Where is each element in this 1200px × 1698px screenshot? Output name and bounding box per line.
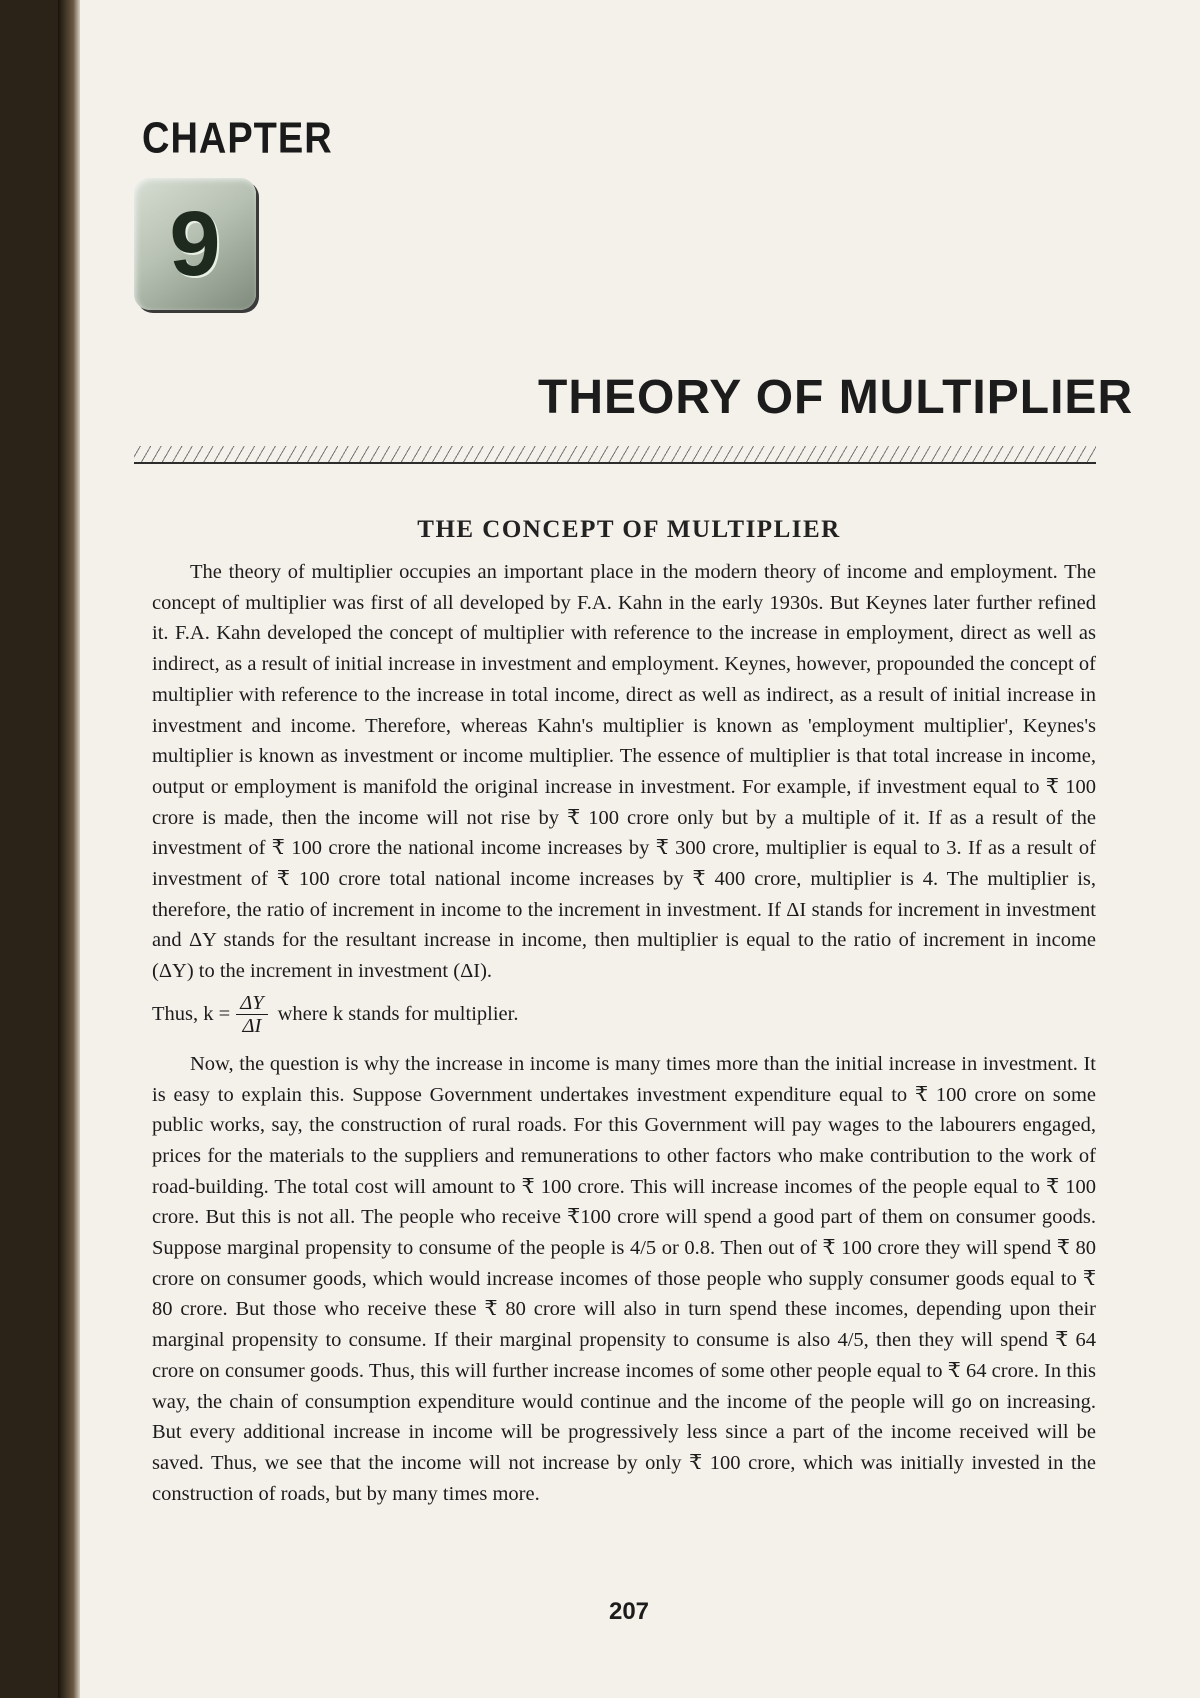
chapter-number-badge [134,178,256,310]
formula-suffix: where k stands for multiplier. [277,1003,519,1026]
book-page [58,0,1200,1698]
formula-prefix: Thus, k = [152,1003,231,1026]
chapter-number: 9 [169,192,221,295]
section-heading: THE CONCEPT OF MULTIPLIER [417,516,841,543]
paragraph-1: The theory of multiplier occupies an important place in the modern theory of income and employment. The concept of multiplier was first of all developed by F.A. Kahn in the early 1930s. But Keynes later further refined it. F.A. Kahn developed the concept of multiplier with reference to the increase in employment, direct as well as indirect, as a result of initial increase in investment and employment. Keynes, however, propounded the concept of multiplier with reference to the increase in total income, direct as well as indirect, as a result of initial increase in investment and income. Therefore, whereas Kahn's multiplier is known as 'employment multiplier', Keynes's multiplier is known as investment or income multiplier. The essence of multiplier is that total increase in income, output or employment is manifold the original increase in investment. For example, if investment equal to ₹ 100 crore is made, then the income will not rise by ₹ 100 crore only but by a multiple of it. If as a result of the investment of ₹ 100 crore the national income increases by ₹ 300 crore, multiplier is equal to 3. If as a result of investment of ₹ 100 crore total national income increases by ₹ 400 crore, multiplier is 4. The multiplier is, therefore, the ratio of increment in income to the increment in investment. If ΔI stands for increment in investment and ΔY stands for the resultant increase in income, then multiplier is equal to the ratio of increment in income (ΔY) to the increment in investment (ΔI). [152,561,1096,983]
formula-denominator: ΔI [242,1015,262,1038]
formula-fraction [236,992,267,1037]
title-divider [134,440,1096,464]
multiplier-formula [152,991,1096,1039]
body-text [152,557,1096,1509]
paragraph-2: Now, the question is why the increase in income is many times more than the initial increase in investment. It is easy to explain this. Suppose Government undertakes investment expenditure equal to ₹ 100 crore on some public works, say, the construction of rural roads. For this Government will pay wages to the labourers engaged, prices for the materials to the suppliers and remunerations to other factors who make contribution to the work of road-building. The total cost will amount to ₹ 100 crore. This will increase incomes of the people equal to ₹ 100 crore. But this is not all. The people who receive ₹100 crore will spend a good part of them on consumer goods. Suppose marginal propensity to consume of the people is 4/5 or 0.8. Then out of ₹ 100 crore they will spend ₹ 80 crore on consumer goods, which would increase incomes of those people who supply consumer goods equal to ₹ 80 crore. But those who receive these ₹ 80 crore will also in turn spend these incomes, depending upon their marginal propensity to consume. If their marginal propensity to consume is also 4/5, then they will spend ₹ 64 crore on consumer goods. Thus, this will further increase incomes of some other people equal to ₹ 64 crore. In this way, the chain of consumption expenditure would continue and the income of the people will go on increasing. But every additional increase in income will be progressively less since a part of the income received will be saved. Thus, we see that the income will not increase by only ₹ 100 crore, which was initially invested in the construction of roads, but by many times more. [152,1052,1096,1505]
page-number: 207 [608,1598,650,1625]
chapter-label: CHAPTER [142,114,333,164]
chapter-title: THEORY OF MULTIPLIER [538,371,1134,424]
formula-numerator: ΔY [236,992,267,1015]
book-spine-shadow [58,0,80,1698]
